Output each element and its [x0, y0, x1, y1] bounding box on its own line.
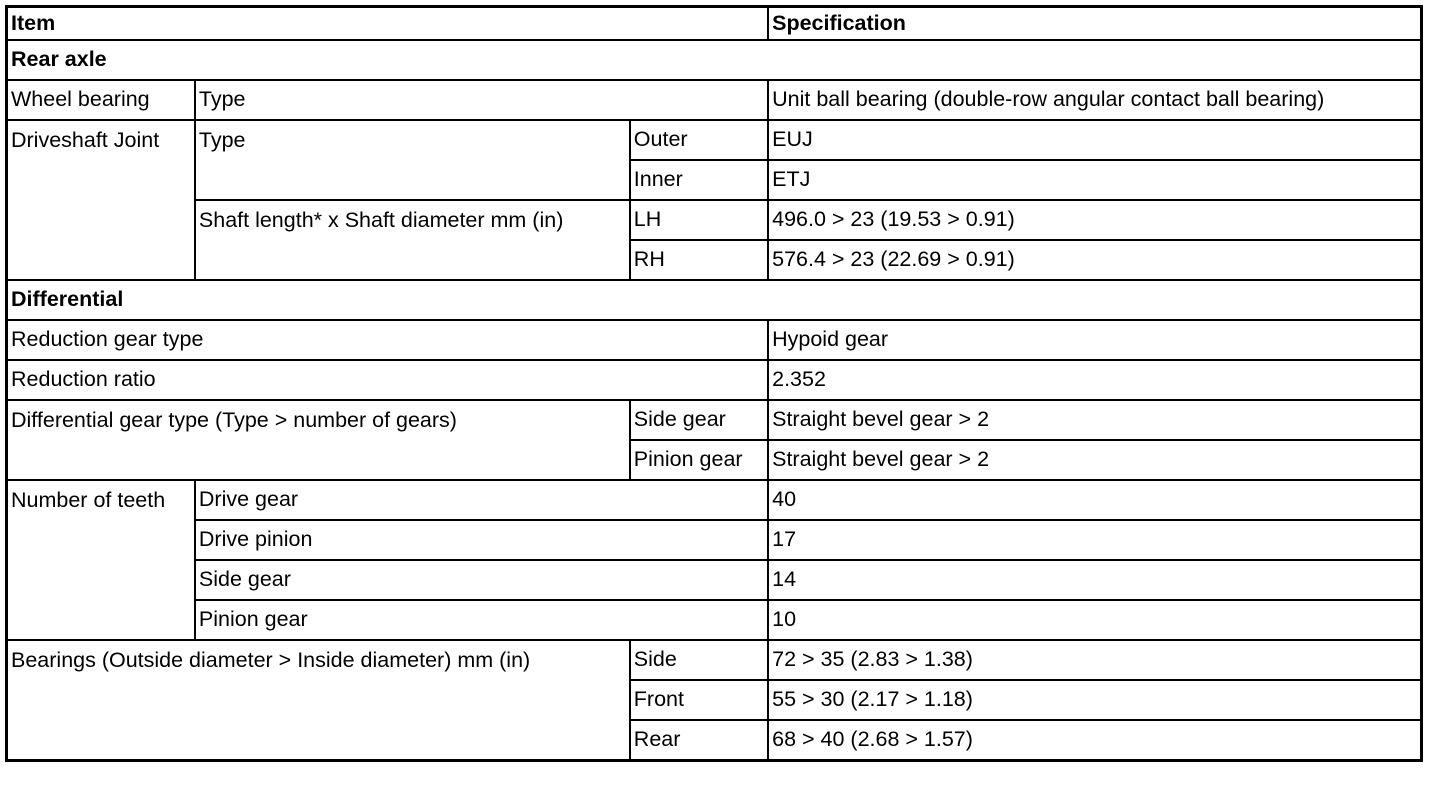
table-row — [7, 80, 1422, 120]
shaft-dimension-label: Shaft length* x Shaft diameter mm (in) — [195, 200, 630, 280]
diff-pinion-gear-label: Pinion gear — [630, 440, 768, 480]
driveshaft-outer-label: Outer — [630, 120, 768, 160]
reduction-gear-type-value: Hypoid gear — [768, 320, 1421, 360]
section-row — [7, 40, 1422, 80]
bearings-side-label: Side — [630, 640, 768, 680]
diff-side-gear-label: Side gear — [630, 400, 768, 440]
bearings-front-label: Front — [630, 680, 768, 720]
section-title-rear-axle: Rear axle — [7, 40, 1422, 80]
shaft-lh-value: 496.0 > 23 (19.53 > 0.91) — [768, 200, 1421, 240]
bearings-rear-value: 68 > 40 (2.68 > 1.57) — [768, 720, 1421, 761]
table-row — [7, 400, 1422, 440]
driveshaft-type-label: Type — [195, 120, 630, 200]
teeth-drive-pinion-value: 17 — [768, 520, 1421, 560]
table-row — [7, 560, 1422, 600]
section-row — [7, 280, 1422, 320]
teeth-side-gear-value: 14 — [768, 560, 1421, 600]
header-item: Item — [7, 7, 769, 41]
table-header-row — [7, 7, 1422, 41]
bearings-label: Bearings (Outside diameter > Inside diameter) mm (in) — [7, 640, 630, 761]
table-row — [7, 320, 1422, 360]
driveshaft-inner-label: Inner — [630, 160, 768, 200]
diff-pinion-gear-value: Straight bevel gear > 2 — [768, 440, 1421, 480]
table-row — [7, 520, 1422, 560]
bearings-rear-label: Rear — [630, 720, 768, 761]
table-row — [7, 480, 1422, 520]
reduction-ratio-label: Reduction ratio — [7, 360, 769, 400]
specification-table — [5, 5, 1423, 762]
number-of-teeth-label: Number of teeth — [7, 480, 195, 640]
wheel-bearing-label: Wheel bearing — [7, 80, 195, 120]
teeth-pinion-gear-value: 10 — [768, 600, 1421, 640]
shaft-rh-label: RH — [630, 240, 768, 280]
shaft-lh-label: LH — [630, 200, 768, 240]
teeth-side-gear-label: Side gear — [195, 560, 768, 600]
teeth-drive-pinion-label: Drive pinion — [195, 520, 768, 560]
shaft-rh-value: 576.4 > 23 (22.69 > 0.91) — [768, 240, 1421, 280]
teeth-pinion-gear-label: Pinion gear — [195, 600, 768, 640]
driveshaft-joint-label: Driveshaft Joint — [7, 120, 195, 280]
driveshaft-outer-value: EUJ — [768, 120, 1421, 160]
section-title-differential: Differential — [7, 280, 1422, 320]
driveshaft-inner-value: ETJ — [768, 160, 1421, 200]
reduction-gear-type-label: Reduction gear type — [7, 320, 769, 360]
teeth-drive-gear-value: 40 — [768, 480, 1421, 520]
header-specification: Specification — [768, 7, 1421, 41]
table-row — [7, 640, 1422, 680]
wheel-bearing-type-label: Type — [195, 80, 768, 120]
table-row — [7, 200, 1422, 240]
table-row — [7, 600, 1422, 640]
diff-side-gear-value: Straight bevel gear > 2 — [768, 400, 1421, 440]
bearings-side-value: 72 > 35 (2.83 > 1.38) — [768, 640, 1421, 680]
bearings-front-value: 55 > 30 (2.17 > 1.18) — [768, 680, 1421, 720]
teeth-drive-gear-label: Drive gear — [195, 480, 768, 520]
wheel-bearing-type-value: Unit ball bearing (double-row angular contact ball bearing) — [768, 80, 1421, 120]
table-row — [7, 360, 1422, 400]
table-row — [7, 120, 1422, 160]
differential-gear-type-label: Differential gear type (Type > number of gears) — [7, 400, 630, 480]
reduction-ratio-value: 2.352 — [768, 360, 1421, 400]
